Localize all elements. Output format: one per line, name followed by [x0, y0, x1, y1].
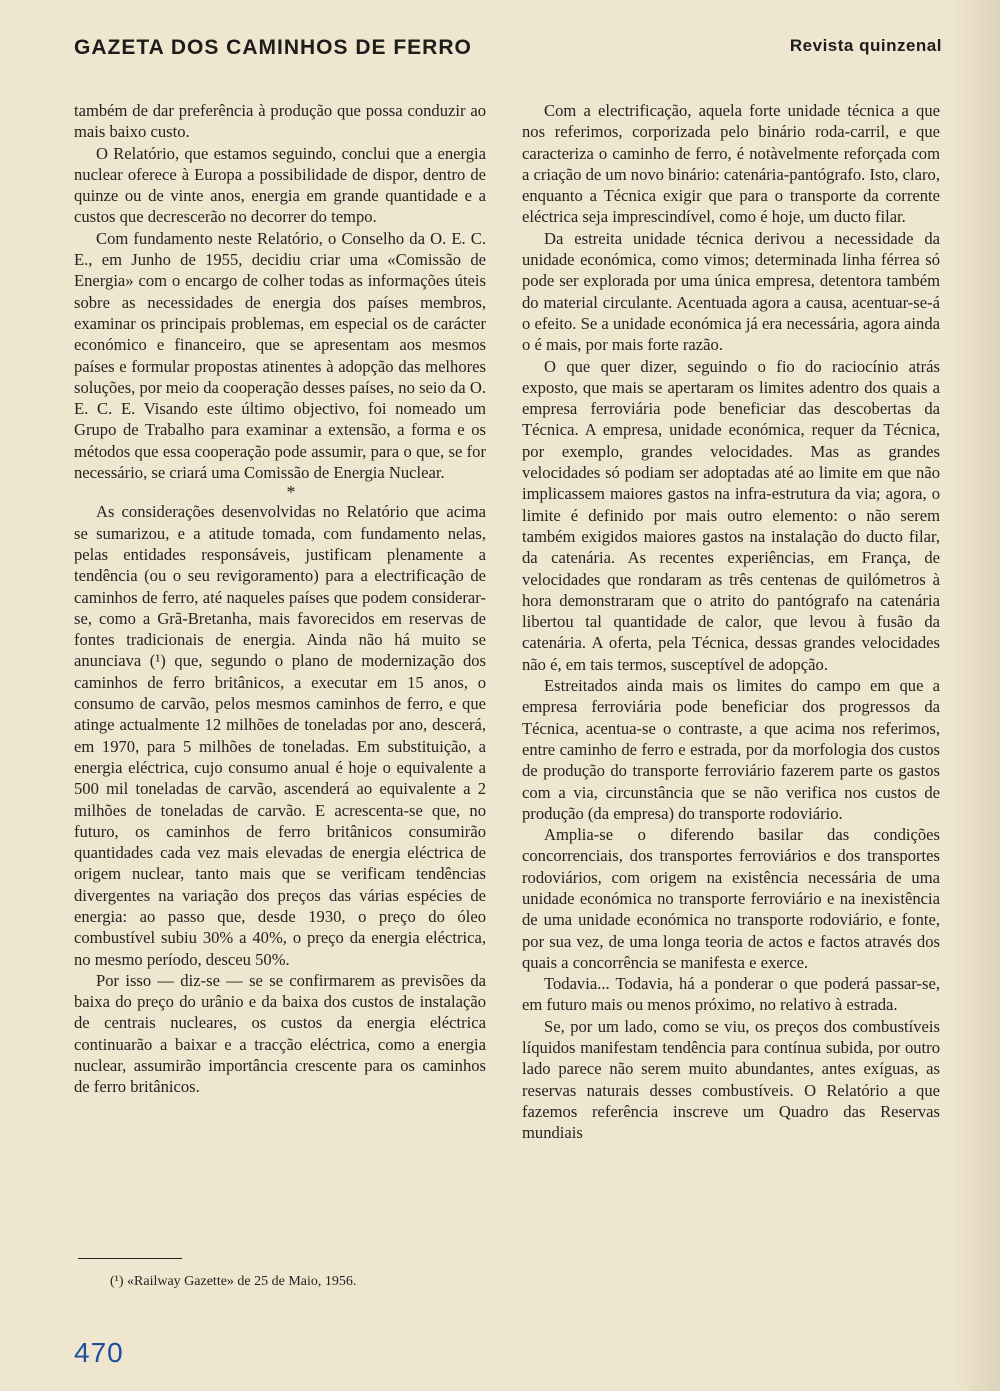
paragraph: Com a electrificação, aquela forte unidade técnica a que nos referimos, corporizada pelo binário roda-carril, e que caracteriza o caminho de ferro, é notàvelmente reforçada com a criação de um novo binário: catenária-pantógrafo. Isto, claro, enquanto a Técnica exigir que para o transporte da corrente eléctrica seja imprescindível, como é hoje, um ducto filar.	[522, 101, 940, 227]
journal-title: GAZETA DOS CAMINHOS DE FERRO	[74, 36, 472, 59]
page-number: 470	[74, 1337, 124, 1368]
paragraph: Com fundamento neste Relatório, o Conselho da O. E. C. E., em Junho de 1955, decidiu criar uma «Comissão de Energia» com o encargo de colher todas as informações úteis sobre as necessidades de energia dos países membros, examinar os principais problemas, em especial os de carácter económico e financeiro, que se apresentam aos mesmos países e formular propostas atinentes à adopção das melhores soluções, por meio da cooperação desses países, no seio da O. E. C. E. Visando este último objectivo, foi nomeado um Grupo de Trabalho para examinar a extensão, a forma e os métodos que essa cooperação pode assumir, para o que, se for necessário, se criará uma Comissão de Energia Nuclear.	[74, 228, 486, 483]
right-column	[522, 100, 940, 1144]
paragraph: Por isso — diz-se — se se confirmarem as previsões da baixa do preço do urânio e da baixa dos custos de instalação de centrais nucleares, os custos da energia eléctrica continuarão a baixar e a tracção eléctrica, como a energia nuclear, assumirão importância crescente para os caminhos de ferro britânicos.	[74, 970, 486, 1097]
paragraph: Todavia... Todavia, há a ponderar o que poderá passar-se, em futuro mais ou menos próximo, no relativo à estrada.	[522, 974, 940, 1015]
left-column	[74, 100, 486, 1098]
paragraph: Se, por um lado, como se viu, os preços dos combustíveis líquidos manifestam tendência para contínua subida, por outro lado parece não serem muito abundantes, antes exíguas, as reservas naturais desses combustíveis. O Relatório a que fazemos referência inscreve um Quadro das Reservas mundiais	[522, 1016, 940, 1143]
paragraph: Da estreita unidade técnica derivou a necessidade da unidade económica, como vimos; determinada linha férrea só pode ser explorada por uma única empresa, detentora também do material circulante. Acentuada agora a causa, acentuar-se-á o efeito. Se a unidade económica já era necessária, agora ainda o é mais, por mais forte razão.	[522, 228, 940, 355]
section-separator: *	[286, 482, 296, 503]
paragraph: As considerações desenvolvidas no Relatório que acima se sumarizou, e a atitude tomada, com fundamento nelas, pelas entidades responsáveis, justificam plenamente a tendência (ou o seu revigoramento) para a electrificação de caminhos de ferro, até naqueles países que podem considerar-se, como a Grã-Bretanha, mais favorecidos em reservas de fontes tradicionais de energia. Ainda não há muito se anunciava (¹) que, segundo o plano de modernização dos caminhos de ferro britânicos, a executar em 15 anos, o consumo de carvão, pelos mesmos caminhos de ferro, e que atinge actualmente 12 milhões de toneladas por ano, descerá, em 1970, para 5 milhões de toneladas. Em substituição, a energia eléctrica, cujo consumo anual é hoje o equivalente a 500 mil toneladas de carvão, ascenderá ao equivalente a 2 milhões de toneladas de carvão. E acrescenta-se que, no futuro, os caminhos de ferro britânicos consumirão quantidades cada vez mais elevadas de energia eléctrica de origem nuclear, tanto mais que se verificam tendências divergentes na variação dos preços das várias espécies de energia: ao passo que, desde 1930, o preço do óleo combustível subiu 30% a 40%, o preço da energia eléctrica, no mesmo período, desceu 50%.	[74, 502, 486, 969]
footnote: (¹) «Railway Gazette» de 25 de Maio, 1956.	[110, 1274, 357, 1289]
paragraph: O que quer dizer, seguindo o fio do raciocínio atrás exposto, que mais se apertaram os limites adentro dos quais a empresa ferroviária pode beneficiar das descobertas da Técnica. A empresa, unidade económica, requer da Técnica, por exemplo, grandes velocidades. Mas as grandes velocidades só podiam ser adoptadas até ao limite em que não implicassem maiores gastos na infra-estrutura da via; agora, o limite é definido por mais outro elemento: o não serem também exigidos maiores gastos na instalação do ducto filar, da catenária. As recentes experiências, em França, de velocidades que rondaram as três centenas de quilómetros à hora demonstraram que o atrito do pantógrafo na catenária libertou tal quantidade de calor, que levou à fusão da catenária. A oferta, pela Técnica, dessas grandes velocidades não é, em tais termos, susceptível de adopção.	[522, 356, 940, 674]
footnote-rule	[78, 1258, 182, 1259]
paragraph: Estreitados ainda mais os limites do campo em que a empresa ferroviária pode beneficiar dos progressos da Técnica, acentua-se o contraste, a que acima nos referimos, entre caminho de ferro e estrada, por da morfologia dos custos de produção do transporte ferroviário fazerem parte os gastos com a via, circunstância que se não verifica nos custos de produção (da empresa) do transporte rodoviário.	[522, 676, 940, 823]
page-edge-shadow	[952, 0, 1000, 1391]
paragraph: Amplia-se o diferendo basilar das condições concorrenciais, dos transportes ferroviários e dos transportes rodoviários, com origem na existência necessária de uma unidade económica no transporte ferroviário e na inexistência de uma unidade económica no transporte rodoviário, e fonte, por sua vez, de uma longa teoria de actos e factos através dos quais a concorrência se manifesta e exerce.	[522, 825, 940, 972]
publication-kind: Revista quinzenal	[789, 36, 942, 55]
footnote-area	[78, 1258, 488, 1291]
paragraph: O Relatório, que estamos seguindo, conclui que a energia nuclear oferece à Europa a possibilidade de dispor, dentro de quinze ou de vinte anos, energia em grande quantidade e a custos que decrescerão no decorrer do tempo.	[74, 143, 486, 227]
paragraph: também de dar preferência à produção que possa conduzir ao mais baixo custo.	[74, 101, 486, 142]
running-header	[74, 36, 942, 66]
